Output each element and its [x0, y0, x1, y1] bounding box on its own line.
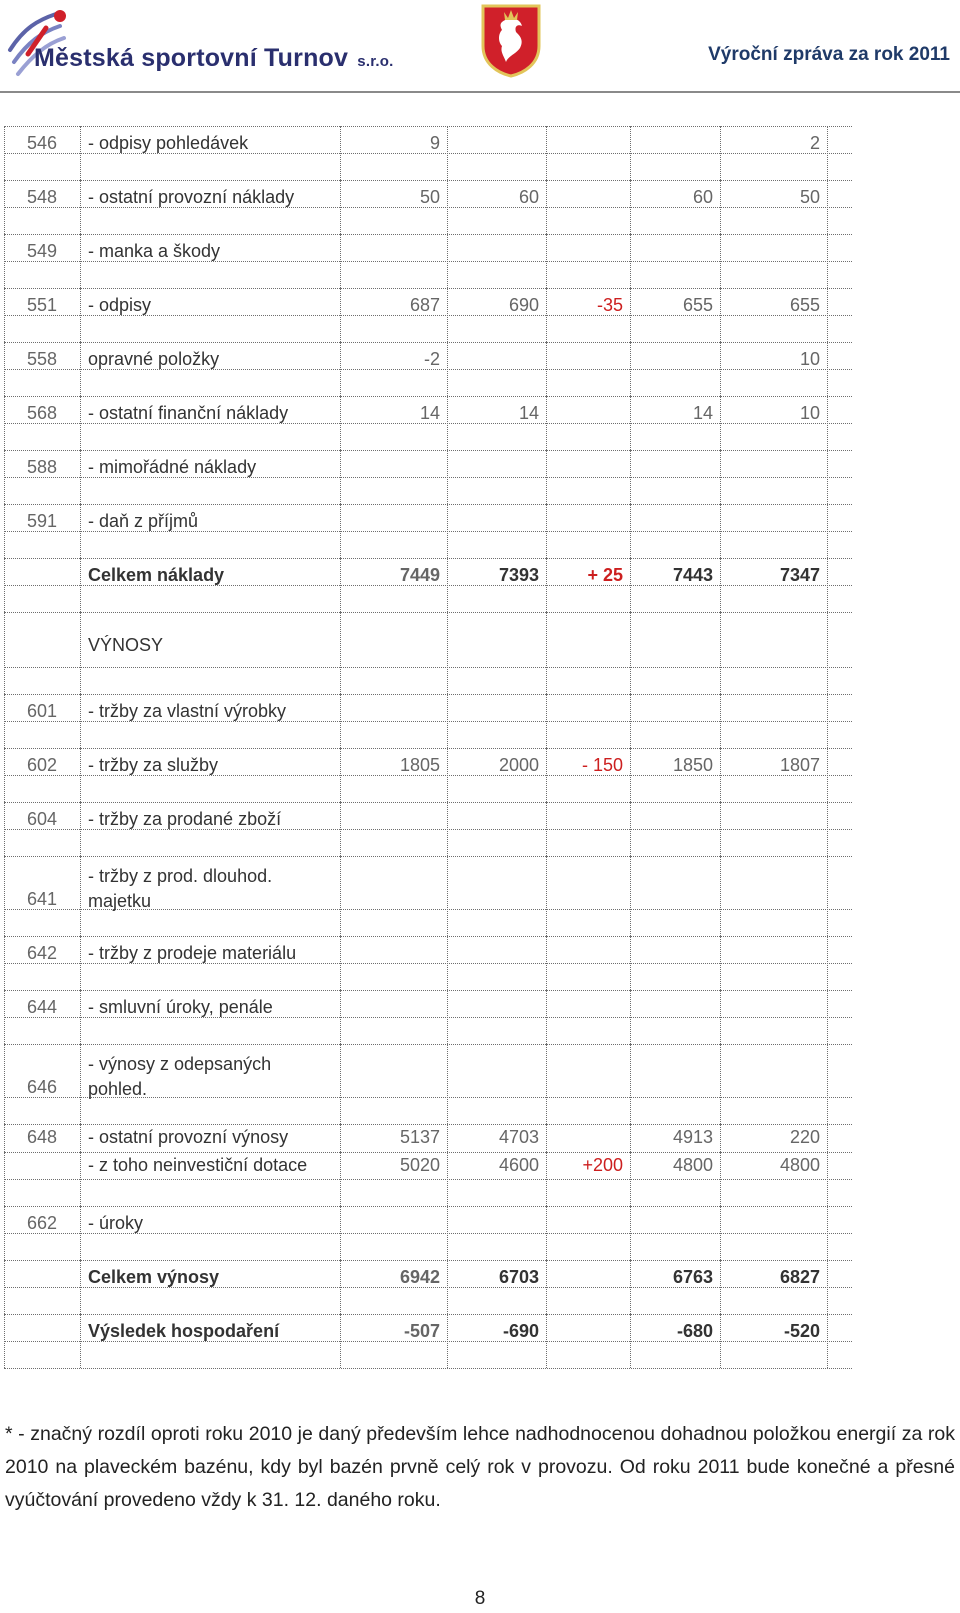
table-cell-c4: [630, 748, 720, 802]
table-cell-c4: [630, 234, 720, 288]
amount: -520: [783, 1321, 820, 1341]
amount: -35: [596, 295, 623, 315]
amount: 7393: [498, 565, 539, 585]
row-label: - mimořádné náklady: [88, 457, 257, 477]
row-label: [88, 864, 272, 914]
amount: 10: [799, 349, 820, 369]
amount: 6763: [672, 1267, 713, 1287]
row-label-line2: pohled.: [88, 1079, 148, 1099]
table-cell-c4: [630, 1206, 720, 1260]
amount: 50: [419, 187, 440, 207]
table-cell-c1: [340, 936, 447, 990]
row-label: - odpisy pohledávek: [88, 133, 249, 153]
table-cell-c2: [447, 234, 546, 288]
table-cell-c4: [630, 180, 720, 234]
amount: + 25: [587, 565, 623, 585]
table-cell-c1: [340, 396, 447, 450]
amount: 7449: [399, 565, 440, 585]
table-cell-c2: [447, 1260, 546, 1314]
table-cell-c1: [340, 288, 447, 342]
table-cell-c4: [630, 1260, 720, 1314]
table-cell-label: [80, 1260, 340, 1314]
table-cell-c5: [720, 504, 828, 558]
table-cell-c5: [720, 1260, 828, 1314]
table-cell-c1: [340, 748, 447, 802]
row-label: VÝNOSY: [88, 635, 164, 655]
amount: 1807: [779, 755, 820, 775]
account-code: 558: [27, 349, 58, 369]
table-cell-c4: [630, 126, 720, 180]
table-cell-label: [80, 936, 340, 990]
table-cell-c4: [630, 288, 720, 342]
footnote: * - značný rozdíl oproti roku 2010 je daný především lehce nadhodnocenou dohadnou položkou energií za rok 2010 na plaveckém bazénu, kdy byl bazén prvně celý rok v provozu. Od roku 2011 bude konečné a přesné vyúčtování provedeno vždy k 31. 12. daného roku.: [5, 1423, 955, 1511]
table-cell-c2: [447, 1314, 546, 1368]
table-cell-c4: [630, 504, 720, 558]
amount: 4913: [672, 1127, 713, 1147]
table-cell-label: [80, 1044, 340, 1124]
table-cell-c3: [546, 936, 630, 990]
table-row: [4, 856, 852, 936]
amount: 7443: [672, 565, 713, 585]
amount: 220: [789, 1127, 820, 1147]
amount: +200: [582, 1155, 623, 1175]
table-row: [4, 612, 852, 694]
table-cell-code: [4, 936, 80, 990]
header-divider: [0, 91, 960, 93]
table-cell-c4: [630, 990, 720, 1044]
table-cell-c3: [546, 180, 630, 234]
table-cell-c3: [546, 748, 630, 802]
table-cell-label: [80, 856, 340, 936]
amount: 60: [518, 187, 539, 207]
table-cell-c3: [546, 342, 630, 396]
row-label: - manka a škody: [88, 241, 221, 261]
table-cell-c4: [630, 1044, 720, 1124]
table-cell-c4: [630, 1314, 720, 1368]
account-code: 662: [27, 1213, 58, 1233]
table-cell-label: [80, 748, 340, 802]
table-cell-c5: [720, 1314, 828, 1368]
table-cell-c4: [630, 450, 720, 504]
table-cell-c2: [447, 612, 546, 694]
row-label: Výsledek hospodaření: [88, 1321, 280, 1341]
table-cell-c1: [340, 504, 447, 558]
table-cell-c5: [720, 180, 828, 234]
table-cell-code: [4, 990, 80, 1044]
table-cell-c3: [546, 1152, 630, 1206]
row-label-line1: - tržby z prod. dlouhod.: [88, 866, 273, 886]
table-cell-c2: [447, 1206, 546, 1260]
table-row: [4, 1314, 852, 1368]
table-cell-label: [80, 612, 340, 694]
table-cell-c3: [546, 1044, 630, 1124]
table-row: [4, 342, 852, 396]
table-cell-c1: [340, 990, 447, 1044]
table-cell-c1: [340, 558, 447, 612]
table-row: [4, 1206, 852, 1260]
account-code: 601: [27, 701, 58, 721]
row-label: - tržby za služby: [88, 755, 219, 775]
account-code: 641: [27, 889, 58, 909]
table-cell-c2: [447, 342, 546, 396]
table-cell-c3: [546, 288, 630, 342]
table-cell-c5: [720, 1044, 828, 1124]
table-row: [4, 1044, 852, 1124]
table-cell-c2: [447, 936, 546, 990]
table-cell-c5: [720, 234, 828, 288]
table-row: [4, 504, 852, 558]
amount: -2: [423, 349, 440, 369]
amount: 6827: [779, 1267, 820, 1287]
account-code: 648: [27, 1127, 58, 1147]
table-cell-c3: [546, 504, 630, 558]
table-cell-label: [80, 1152, 340, 1206]
row-label: - daň z příjmů: [88, 511, 199, 531]
account-code: 546: [27, 133, 58, 153]
table-cell-label: [80, 1314, 340, 1368]
account-code: 644: [27, 997, 58, 1017]
table-cell-label: [80, 450, 340, 504]
row-label: - ostatní provozní výnosy: [88, 1127, 289, 1147]
row-label: - smluvní úroky, penále: [88, 997, 273, 1017]
table-cell-c2: [447, 694, 546, 748]
report-title: Výroční zpráva za rok 2011: [708, 44, 950, 65]
amount: 655: [682, 295, 713, 315]
table-cell-c3: [546, 694, 630, 748]
table-cell-code: [4, 748, 80, 802]
table-row: [4, 990, 852, 1044]
table-cell-c5: [720, 450, 828, 504]
row-label: - tržby za prodané zboží: [88, 809, 282, 829]
table-row: [4, 936, 852, 990]
table-cell-c3: [546, 450, 630, 504]
table-cell-c3: [546, 1206, 630, 1260]
table-cell-c5: [720, 612, 828, 694]
table-cell-label: [80, 288, 340, 342]
table-cell-code: [4, 234, 80, 288]
table-bottom-border: [4, 1368, 852, 1369]
table-cell-c3: [546, 1124, 630, 1152]
account-code: 549: [27, 241, 58, 261]
amount: -507: [403, 1321, 440, 1341]
table-row: [4, 802, 852, 856]
amount: 655: [789, 295, 820, 315]
table-cell-c4: [630, 612, 720, 694]
table-cell-c5: [720, 936, 828, 990]
table-row: [4, 1124, 852, 1152]
amount: 6703: [498, 1267, 539, 1287]
amount: - 150: [581, 755, 623, 775]
amount: 4600: [498, 1155, 539, 1175]
table-cell-code: [4, 1124, 80, 1152]
amount: 6942: [399, 1267, 440, 1287]
amount: -680: [676, 1321, 713, 1341]
row-label: [88, 1052, 271, 1102]
table-cell-label: [80, 558, 340, 612]
table-cell-code: [4, 288, 80, 342]
table-cell-label: [80, 504, 340, 558]
table-cell-c1: [340, 180, 447, 234]
table-cell-code: [4, 802, 80, 856]
table-cell-c5: [720, 1152, 828, 1206]
table-row: [4, 126, 852, 180]
table-row: [4, 694, 852, 748]
table-cell-label: [80, 234, 340, 288]
table-row: [4, 450, 852, 504]
table-cell-code: [4, 1314, 80, 1368]
account-code: 548: [27, 187, 58, 207]
table-cell-c3: [546, 856, 630, 936]
table-cell-code: [4, 504, 80, 558]
table-cell-c2: [447, 450, 546, 504]
table-cell-code: [4, 1044, 80, 1124]
amount: 9: [429, 133, 440, 153]
table-cell-c1: [340, 342, 447, 396]
table-cell-c2: [447, 126, 546, 180]
table-cell-label: [80, 1206, 340, 1260]
account-code: 568: [27, 403, 58, 423]
table-cell-c1: [340, 1044, 447, 1124]
table-cell-code: [4, 1206, 80, 1260]
account-code: 591: [27, 511, 58, 531]
row-label: - ostatní provozní náklady: [88, 187, 295, 207]
row-label: Celkem náklady: [88, 565, 225, 585]
table-cell-label: [80, 342, 340, 396]
amount: 1805: [399, 755, 440, 775]
table-cell-c4: [630, 694, 720, 748]
table-cell-c4: [630, 856, 720, 936]
account-code: 551: [27, 295, 58, 315]
company-name: Městská sportovní Turnov s.r.o.: [34, 44, 394, 72]
table-cell-c2: [447, 1044, 546, 1124]
amount: 2000: [498, 755, 539, 775]
table-cell-c1: [340, 1260, 447, 1314]
amount: 14: [518, 403, 539, 423]
table-cell-code: [4, 1260, 80, 1314]
table-cell-label: [80, 694, 340, 748]
amount: 10: [799, 403, 820, 423]
table-cell-c2: [447, 1124, 546, 1152]
table-cell-c3: [546, 1314, 630, 1368]
table-cell-c1: [340, 126, 447, 180]
table-cell-c3: [546, 612, 630, 694]
amount: 14: [419, 403, 440, 423]
table-cell-c1: [340, 802, 447, 856]
page-header: [0, 0, 960, 96]
table-cell-code: [4, 1152, 80, 1206]
table-cell-c1: [340, 1152, 447, 1206]
amount: 60: [692, 187, 713, 207]
table-cell-c2: [447, 288, 546, 342]
table-cell-c4: [630, 936, 720, 990]
account-code: 646: [27, 1077, 58, 1097]
amount: 50: [799, 187, 820, 207]
table-cell-c5: [720, 802, 828, 856]
table-cell-c1: [340, 450, 447, 504]
table-row: [4, 1152, 852, 1206]
table-row: [4, 558, 852, 612]
table-row: [4, 1260, 852, 1314]
table-cell-c5: [720, 126, 828, 180]
amount: 4703: [498, 1127, 539, 1147]
amount: 2: [809, 133, 820, 153]
amount: 5137: [399, 1127, 440, 1147]
account-code: 602: [27, 755, 58, 775]
amount: 7347: [779, 565, 820, 585]
row-label: Celkem výnosy: [88, 1267, 220, 1287]
table-cell-c3: [546, 558, 630, 612]
table-cell-code: [4, 612, 80, 694]
table-cell-label: [80, 396, 340, 450]
table-cell-c3: [546, 802, 630, 856]
table-cell-code: [4, 856, 80, 936]
account-code: 642: [27, 943, 58, 963]
table-cell-c5: [720, 342, 828, 396]
amount: 14: [692, 403, 713, 423]
table-cell-label: [80, 180, 340, 234]
table-cell-c4: [630, 342, 720, 396]
table-cell-c5: [720, 1124, 828, 1152]
table-row: [4, 234, 852, 288]
table-cell-c2: [447, 856, 546, 936]
table-cell-code: [4, 396, 80, 450]
table-row: [4, 748, 852, 802]
table-cell-code: [4, 342, 80, 396]
row-label: opravné položky: [88, 349, 220, 369]
table-cell-c1: [340, 856, 447, 936]
row-label: - tržby z prodeje materiálu: [88, 943, 297, 963]
table-cell-c1: [340, 612, 447, 694]
table-cell-c5: [720, 748, 828, 802]
table-cell-c4: [630, 558, 720, 612]
amount: 687: [409, 295, 440, 315]
table-row: [4, 288, 852, 342]
table-cell-c3: [546, 126, 630, 180]
row-label: - úroky: [88, 1213, 144, 1233]
amount: -690: [502, 1321, 539, 1341]
table-cell-c2: [447, 748, 546, 802]
table-cell-c2: [447, 558, 546, 612]
table-cell-code: [4, 694, 80, 748]
amount: 5020: [399, 1155, 440, 1175]
table-cell-c2: [447, 396, 546, 450]
table-cell-code: [4, 450, 80, 504]
row-label: - ostatní finanční náklady: [88, 403, 289, 423]
table-cell-c2: [447, 180, 546, 234]
financial-table: [4, 126, 852, 1368]
table-cell-c2: [447, 802, 546, 856]
table-row: [4, 180, 852, 234]
table-cell-c4: [630, 802, 720, 856]
table-cell-c3: [546, 234, 630, 288]
row-label-line2: majetku: [88, 891, 152, 911]
account-code: 604: [27, 809, 58, 829]
row-label-line1: - výnosy z odepsaných: [88, 1054, 272, 1074]
page-number: 8: [474, 1588, 486, 1609]
table-cell-c5: [720, 694, 828, 748]
table-cell-c5: [720, 396, 828, 450]
table-cell-c5: [720, 288, 828, 342]
table-cell-c5: [720, 990, 828, 1044]
table-cell-c5: [720, 558, 828, 612]
table-cell-c1: [340, 1206, 447, 1260]
table-cell-c4: [630, 1152, 720, 1206]
coat-of-arms-icon: [480, 2, 542, 78]
table-cell-code: [4, 126, 80, 180]
amount: 1850: [672, 755, 713, 775]
table-cell-c1: [340, 1314, 447, 1368]
table-cell-code: [4, 180, 80, 234]
amount: 690: [508, 295, 539, 315]
table-cell-c2: [447, 990, 546, 1044]
amount: 4800: [672, 1155, 713, 1175]
table-cell-c2: [447, 1152, 546, 1206]
account-code: 588: [27, 457, 58, 477]
table-cell-label: [80, 802, 340, 856]
table-cell-c3: [546, 1260, 630, 1314]
table-cell-c4: [630, 1124, 720, 1152]
row-label: - tržby za vlastní výrobky: [88, 701, 287, 721]
table-cell-code: [4, 558, 80, 612]
row-label: - odpisy: [88, 295, 152, 315]
table-cell-c1: [340, 1124, 447, 1152]
table-cell-label: [80, 126, 340, 180]
table-row: [4, 396, 852, 450]
table-cell-c3: [546, 396, 630, 450]
table-cell-c4: [630, 396, 720, 450]
table-cell-c2: [447, 504, 546, 558]
table-cell-c1: [340, 694, 447, 748]
table-cell-c3: [546, 990, 630, 1044]
row-label: - z toho neinvestiční dotace: [88, 1155, 308, 1175]
table-cell-c1: [340, 234, 447, 288]
table-cell-c5: [720, 1206, 828, 1260]
amount: 4800: [779, 1155, 820, 1175]
table-cell-label: [80, 990, 340, 1044]
table-cell-label: [80, 1124, 340, 1152]
table-cell-c5: [720, 856, 828, 936]
